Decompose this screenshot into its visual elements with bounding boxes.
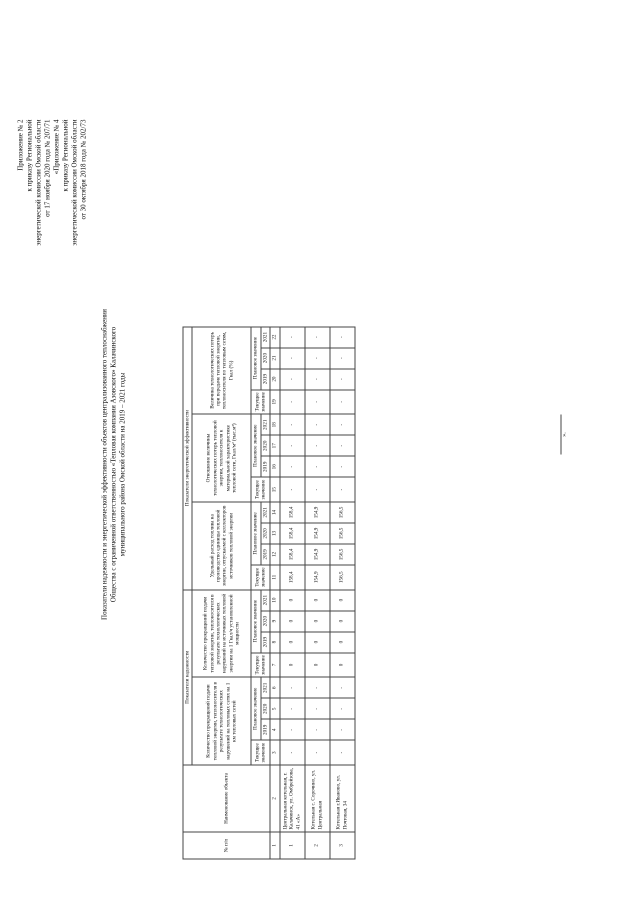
table-cell: -: [305, 369, 330, 390]
table-cell: 154,9: [305, 502, 330, 523]
footnote: ».: [561, 415, 568, 455]
table-cell: 0: [330, 632, 355, 653]
year-header: 2021: [261, 327, 270, 348]
table-cell: -: [280, 698, 305, 719]
table-cell: 0: [305, 632, 330, 653]
table-cell: 0: [280, 632, 305, 653]
column-number: 1: [270, 832, 279, 859]
table-cell: 0: [330, 590, 355, 611]
column-number: 17: [270, 435, 279, 456]
rotated-page: [1, 0, 640, 905]
table-cell: -: [280, 719, 305, 740]
table-cell: -: [330, 414, 355, 435]
table-cell: 154,9: [305, 565, 330, 590]
reliability-header: Показатели надежности: [183, 590, 192, 765]
appendix-line: к приказу Региональной: [25, 119, 34, 192]
column-number: 6: [270, 677, 279, 698]
year-header: 2021: [261, 590, 270, 611]
table-cell: -: [305, 477, 330, 502]
table-cell: -: [305, 414, 330, 435]
table-cell: 0: [305, 611, 330, 632]
table-cell: -: [330, 698, 355, 719]
column-number: 14: [270, 502, 279, 523]
table-cell: -: [280, 456, 305, 477]
table-cell: -: [280, 414, 305, 435]
table-cell: -: [305, 698, 330, 719]
appendix-line: энергетической комиссии Омской области: [34, 119, 43, 246]
current-value-header: Текущее значение: [251, 653, 270, 678]
appendix-line: от 30 октября 2018 года № 202/73: [79, 119, 88, 220]
column-number: 8: [270, 632, 279, 653]
group-header: Удельный расход топлива на производство единицы тепловой энергии, отпускаемой с коллекторов источников тепловой энергии: [192, 502, 251, 590]
appendix-note: [17, 120, 89, 350]
appendix-line: Приложение № 2: [16, 119, 25, 171]
column-number: 22: [270, 327, 279, 348]
column-number: 18: [270, 414, 279, 435]
year-header: 2019: [261, 632, 270, 653]
year-header: 2019: [261, 369, 270, 390]
table-cell: -: [280, 348, 305, 369]
year-header: 2020: [261, 348, 270, 369]
column-number: 15: [270, 477, 279, 502]
table-cell: -: [305, 327, 330, 348]
current-value-header: Текущее значение: [251, 477, 270, 502]
table-cell: -: [280, 477, 305, 502]
table-cell: 158,4: [280, 502, 305, 523]
table-cell: 0: [280, 590, 305, 611]
column-number: 21: [270, 348, 279, 369]
table-cell: 154,9: [305, 544, 330, 565]
table-cell: -: [305, 740, 330, 765]
column-number: 10: [270, 590, 279, 611]
table-cell: 156,5: [330, 565, 355, 590]
column-number: 2: [270, 765, 279, 832]
table-cell: 158,4: [280, 523, 305, 544]
table-cell: 0: [330, 611, 355, 632]
column-number: 5: [270, 698, 279, 719]
table-row: [305, 327, 330, 859]
appendix-line: энергетической комиссии Омской области: [70, 119, 79, 246]
object-name: Котельная г.Иваново, ул. Почтовая, 34: [330, 765, 355, 832]
table-cell: -: [330, 677, 355, 698]
planned-value-header: Плановое значение: [251, 502, 260, 565]
table-cell: -: [280, 435, 305, 456]
title-line: Общества с ограниченной ответственностью «Тепловая компания Азовского» Калачинского: [109, 326, 118, 603]
column-number-row: [270, 327, 279, 859]
table-cell: 0: [280, 611, 305, 632]
appendix-line: «Приложение № 4: [52, 119, 61, 175]
planned-value-header: Плановое значение: [251, 327, 260, 390]
table-cell: -: [305, 677, 330, 698]
current-value-header: Текущее значение: [251, 390, 270, 415]
planned-value-header: Плановое значение: [251, 414, 260, 477]
table-cell: -: [305, 348, 330, 369]
group-header: Количество прекращений подачи тепловой энергии, теплоносителя в результате технологических нарушений на источниках тепловой энергии на 1 Гкал/ч установленной мощности: [192, 590, 251, 678]
row-number: 3: [330, 832, 355, 859]
table-cell: -: [330, 740, 355, 765]
column-number: 9: [270, 611, 279, 632]
table-cell: -: [280, 390, 305, 415]
column-number: 19: [270, 390, 279, 415]
year-header: 2020: [261, 611, 270, 632]
table-cell: 156,5: [330, 502, 355, 523]
table-cell: -: [305, 456, 330, 477]
row-number: 1: [280, 832, 305, 859]
table-cell: -: [330, 390, 355, 415]
document-title: [101, 295, 128, 635]
title-line: муниципального района Омской области на 2019 – 2021 годы: [118, 372, 127, 557]
title-line: Показатели надежности и энергетической эффективности объектов централизованного теплоснабжения: [100, 309, 109, 620]
table-cell: -: [305, 719, 330, 740]
column-number: 20: [270, 369, 279, 390]
table-row: [280, 327, 305, 859]
year-header: 2021: [261, 502, 270, 523]
indicators-table: [183, 326, 356, 859]
table-cell: 0: [280, 653, 305, 678]
table-cell: 0: [305, 590, 330, 611]
table-cell: -: [280, 327, 305, 348]
table-cell: -: [280, 369, 305, 390]
year-header: 2019: [261, 456, 270, 477]
table-cell: -: [305, 435, 330, 456]
year-header: 2020: [261, 523, 270, 544]
appendix-line: к приказу Региональной: [61, 119, 70, 192]
table-cell: -: [330, 477, 355, 502]
group-header: Количество прекращений подачи тепловой энергии, теплоносителя в результате технологических нарушений на тепловых сетях на 1 км тепловых сетей: [192, 677, 251, 765]
object-name: Центральная котельная, г. Калачинск, ул. Омбрейзова, 41 «А»: [280, 765, 305, 832]
table-cell: 0: [305, 653, 330, 678]
table-cell: -: [330, 348, 355, 369]
column-number: 12: [270, 544, 279, 565]
year-header: 2021: [261, 414, 270, 435]
table-cell: -: [330, 369, 355, 390]
column-number: 16: [270, 456, 279, 477]
col-name-header: Наименование объекта: [183, 765, 270, 832]
planned-value-header: Плановое значение: [251, 677, 260, 740]
group-header: Величина технологических потерь при передаче тепловой энергии, теплоносителя по тепловым сетям, Гкал (%): [192, 327, 251, 415]
column-number: 13: [270, 523, 279, 544]
table-cell: 156,5: [330, 544, 355, 565]
header-row: [183, 327, 192, 859]
current-value-header: Текущее значение: [251, 740, 270, 765]
year-header: 2021: [261, 677, 270, 698]
table-cell: -: [280, 677, 305, 698]
efficiency-header: Показатели энергетической эффективности: [183, 327, 192, 590]
column-number: 11: [270, 565, 279, 590]
table-cell: -: [330, 327, 355, 348]
appendix-line: от 17 ноября 2020 года № 207/71: [43, 119, 52, 217]
table-row: [330, 327, 355, 859]
table-cell: 158,4: [280, 565, 305, 590]
table-cell: -: [280, 740, 305, 765]
column-number: 7: [270, 653, 279, 678]
row-number: 2: [305, 832, 330, 859]
table-cell: -: [330, 719, 355, 740]
year-header: 2019: [261, 719, 270, 740]
year-header: 2020: [261, 698, 270, 719]
column-number: 3: [270, 740, 279, 765]
table-cell: 154,9: [305, 523, 330, 544]
group-header: Отношение величины технологических потерь тепловой энергии, теплоносителя к материальной характеристике тепловой сети, Гкал/м² (тыс.м²): [192, 414, 251, 502]
year-header: 2019: [261, 544, 270, 565]
year-header: 2020: [261, 435, 270, 456]
table-cell: 156,5: [330, 523, 355, 544]
table-cell: -: [330, 435, 355, 456]
object-name: Котельная с. Сорочино, ул. Центральная: [305, 765, 330, 832]
col-num-header: № п/п: [183, 832, 270, 859]
column-number: 4: [270, 719, 279, 740]
table-cell: 0: [330, 653, 355, 678]
table-cell: 158,4: [280, 544, 305, 565]
planned-value-header: Плановое значение: [251, 590, 260, 653]
table-cell: -: [330, 456, 355, 477]
table-cell: -: [305, 390, 330, 415]
current-value-header: Текущее значение: [251, 565, 270, 590]
